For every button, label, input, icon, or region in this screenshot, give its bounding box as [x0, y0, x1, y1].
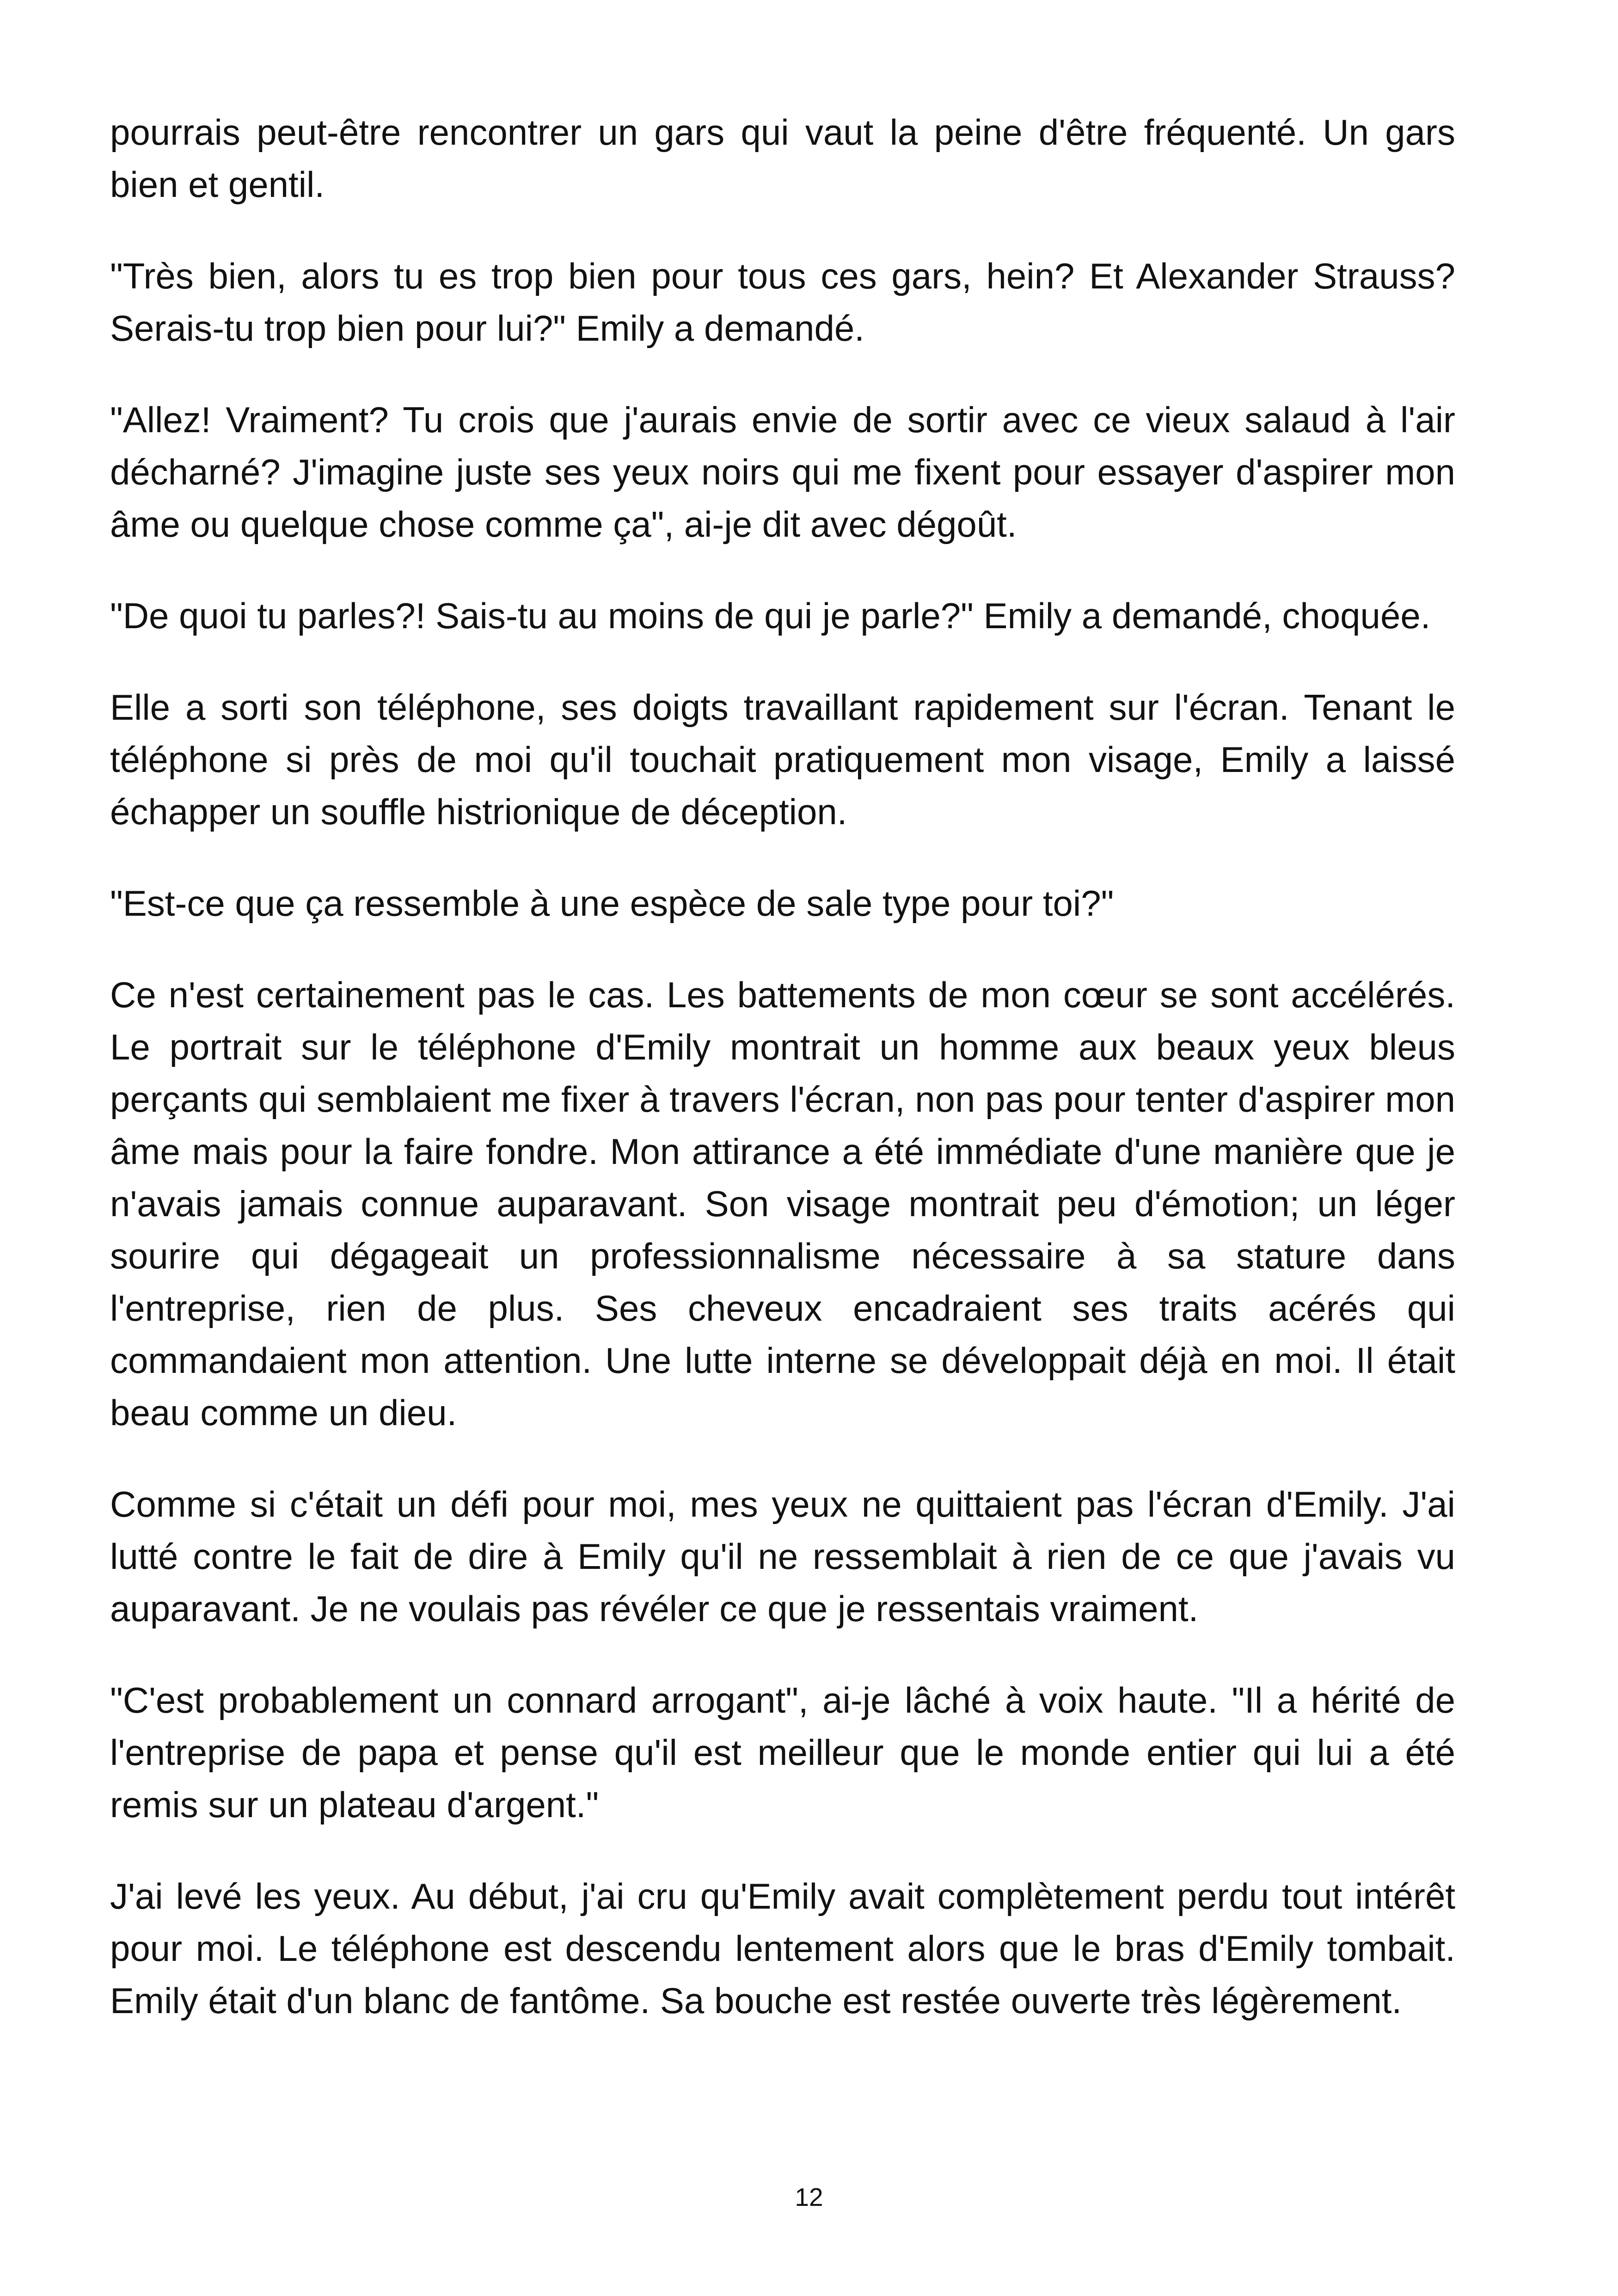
paragraph-3: "Allez! Vraiment? Tu crois que j'aurais envie de sortir avec ce vieux salaud à l'air décharné? J'imagine juste ses yeux noirs qui me fixent pour essayer d'aspirer mon âme ou quelque chose comme ça", ai-je dit avec dégoût.	[110, 399, 1455, 545]
paragraph-10: J'ai levé les yeux. Au début, j'ai cru qu'Emily avait complètement perdu tout intérêt pour moi. Le téléphone est descendu lentement alors que le bras d'Emily tombait. Emily était d'un blanc de fantôme. Sa bouche est restée ouverte très légèrement.	[110, 1876, 1455, 2021]
paragraph-2: "Très bien, alors tu es trop bien pour tous ces gars, hein? Et Alexander Strauss? Serais-tu trop bien pour lui?" Emily a demandé.	[110, 256, 1455, 349]
paragraph-5: Elle a sorti son téléphone, ses doigts travaillant rapidement sur l'écran. Tenant le téléphone si près de moi qu'il touchait pratiquement mon visage, Emily a laissé échapper un souffle histrionique de déception.	[110, 687, 1455, 832]
paragraph-4: "De quoi tu parles?! Sais-tu au moins de qui je parle?" Emily a demandé, choquée.	[110, 595, 1431, 636]
paragraph-7: Ce n'est certainement pas le cas. Les battements de mon cœur se sont accélérés. Le portrait sur le téléphone d'Emily montrait un homme aux beaux yeux bleus perçants qui semblaient me fixer à travers l'écran, non pas pour tenter d'aspirer mon âme mais pour la faire fondre. Mon attirance a été immédiate d'une manière que je n'avais jamais connue auparavant. Son visage montrait peu d'émotion; un léger sourire qui dégageait un professionnalisme nécessaire à sa stature dans l'entreprise, rien de plus. Ses cheveux encadraient ses traits acérés qui commandaient mon attention. Une lutte interne se développait déjà en moi. Il était beau comme un dieu.	[110, 974, 1455, 1433]
paragraph-9: "C'est probablement un connard arrogant", ai-je lâché à voix haute. "Il a hérité de l'entreprise de papa et pense qu'il est meilleur que le monde entier qui lui a été remis sur un plateau d'argent."	[110, 1680, 1455, 1825]
page-body	[110, 106, 1455, 2066]
paragraph-6: "Est-ce que ça ressemble à une espèce de sale type pour toi?"	[110, 883, 1114, 924]
paragraph-8: Comme si c'était un défi pour moi, mes yeux ne quittaient pas l'écran d'Emily. J'ai lutté contre le fait de dire à Emily qu'il ne ressemblait à rien de ce que j'avais vu auparavant. Je ne voulais pas révéler ce que je ressentais vraiment.	[110, 1484, 1455, 1629]
paragraph-1: pourrais peut-être rencontrer un gars qui vaut la peine d'être fréquenté. Un gars bien et gentil.	[110, 112, 1455, 205]
page-number: 12	[795, 2183, 823, 2211]
